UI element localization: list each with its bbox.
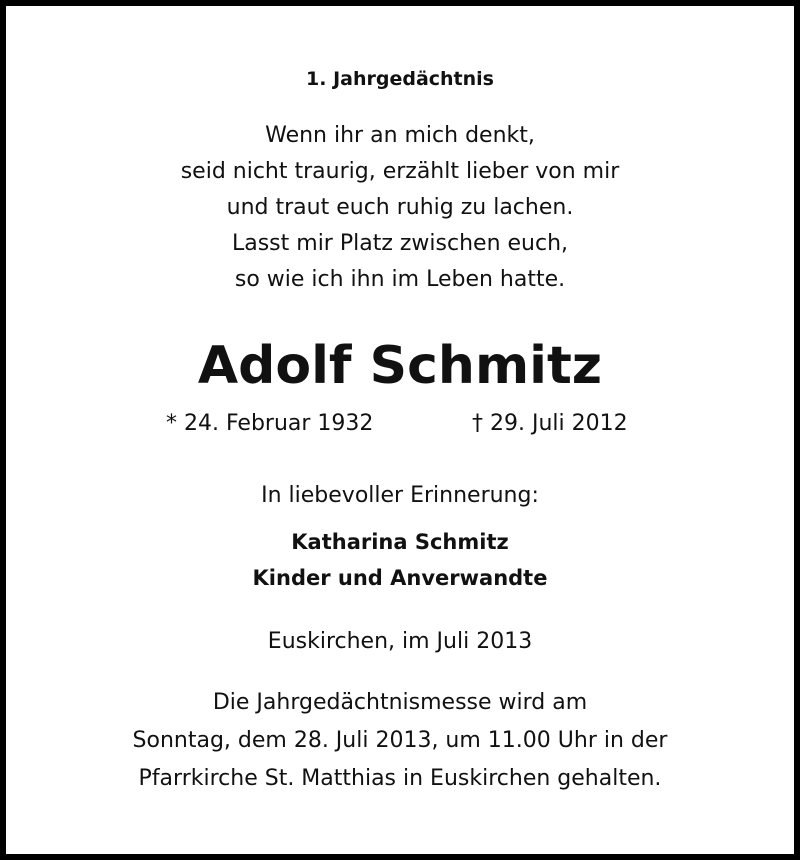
poem xyxy=(6,118,794,298)
notice-line: Die Jahrgedächtnismesse wird am xyxy=(212,690,588,715)
notice-line: Pfarrkirche St. Matthias in Euskirchen gehalten. xyxy=(138,766,662,791)
place-date: Euskirchen, im Juli 2013 xyxy=(267,629,533,654)
mourners xyxy=(6,524,794,596)
poem-line: Lasst mir Platz zwischen euch, xyxy=(231,231,569,256)
mass-notice xyxy=(6,684,794,798)
mourner-name: Katharina Schmitz xyxy=(291,530,509,554)
poem-line: seid nicht traurig, erzählt lieber von mir xyxy=(180,159,620,184)
deceased-name: Adolf Schmitz xyxy=(197,336,603,396)
poem-line: Wenn ihr an mich denkt, xyxy=(265,123,535,148)
death-date: † 29. Juli 2012 xyxy=(472,411,628,436)
birth-date: * 24. Februar 1932 xyxy=(166,411,374,436)
poem-line: so wie ich ihn im Leben hatte. xyxy=(234,267,566,292)
notice-line: Sonntag, dem 28. Juli 2013, um 11.00 Uhr in der xyxy=(132,728,668,753)
memory-line: In liebevoller Erinnerung: xyxy=(261,483,539,508)
poem-line: und traut euch ruhig zu lachen. xyxy=(226,195,574,220)
mourner-name: Kinder und Anverwandte xyxy=(252,566,548,590)
anniversary-heading: 1. Jahrgedächtnis xyxy=(306,68,494,90)
